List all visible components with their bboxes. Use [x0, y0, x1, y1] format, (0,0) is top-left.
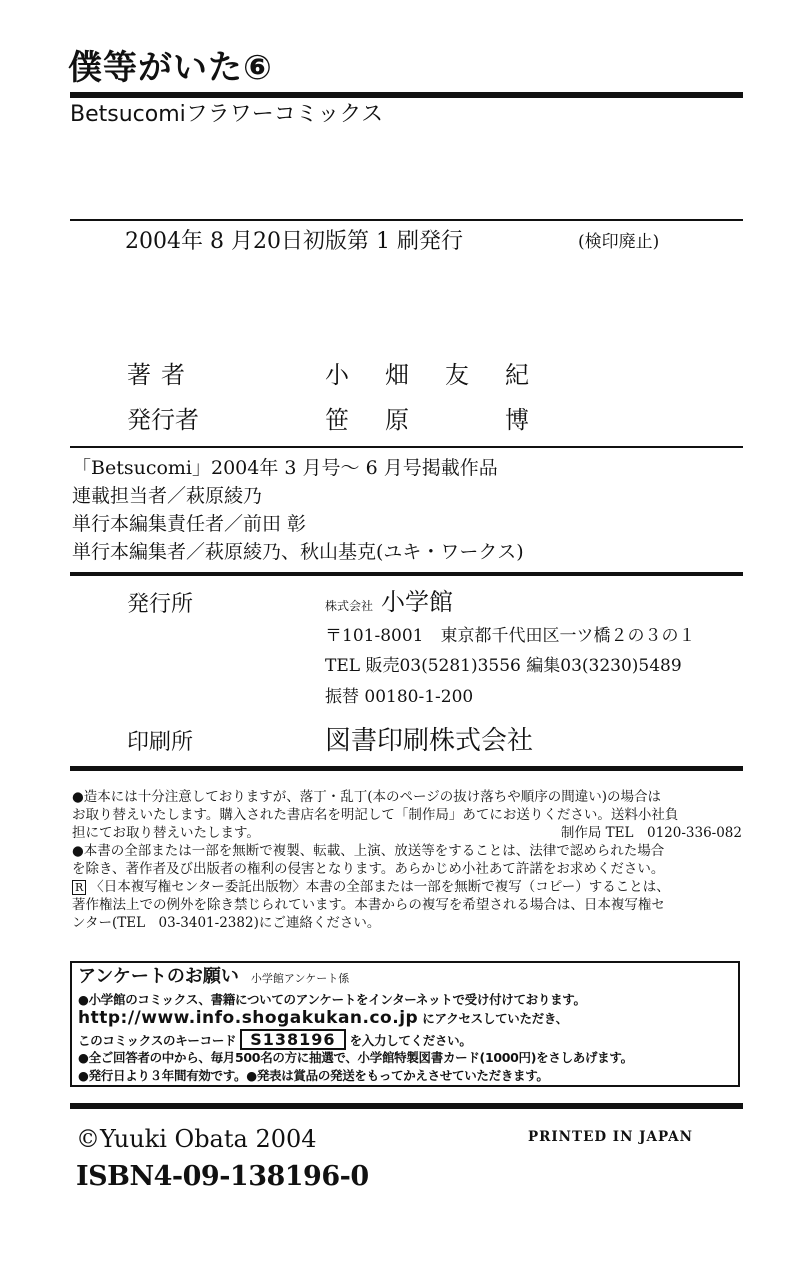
credits-rule	[70, 446, 743, 448]
printer-name: 図書印刷株式会社	[325, 726, 534, 756]
jrrc-r-icon: R	[72, 880, 86, 895]
printed-in: PRINTED IN JAPAN	[528, 1129, 693, 1145]
title-rule	[70, 92, 743, 98]
isbn: ISBN4-09-138196-0	[76, 1161, 369, 1192]
publication-date: 2004年 8 月20日初版第 1 刷発行	[125, 229, 463, 254]
publisher-label: 発行所	[127, 592, 194, 617]
key-suffix: を入力してください。	[349, 1033, 472, 1048]
survey-url-link[interactable]: http://www.info.shogakukan.co.jp	[78, 1008, 419, 1028]
notice-line-with-tel	[72, 824, 742, 842]
defect-notice	[72, 788, 742, 932]
notice-line: ●造本には十分注意しておりますが、落丁・乱丁(本のページの抜け落ちや順序の間違い)の場合は	[72, 789, 662, 805]
printer-rule	[70, 766, 743, 771]
notice-line: 担にてお取り替えいたします。	[72, 825, 260, 841]
survey-box	[70, 961, 740, 1087]
seal-note: (検印廃止)	[578, 232, 660, 252]
book-title: 僕等がいた⑥	[68, 48, 273, 88]
author-label: 著者	[127, 361, 195, 389]
survey-heading	[78, 965, 349, 991]
notice-line: 著作権法上での例外を除き禁じられています。本書からの複写を希望される場合は、日本複写権セ	[72, 897, 665, 913]
imprint-label: Betsucomiフラワーコミックス	[70, 102, 384, 127]
publisher-person-label: 発行者	[127, 406, 199, 434]
company-name: 小学館	[381, 588, 454, 616]
serialization-info: 「Betsucomi」2004年 3 月号～ 6 月号掲載作品	[72, 457, 498, 479]
notice-line: お取り替えいたします。購入された書店名を明記して「制作局」あてにお送りください。送料小社負	[72, 807, 679, 823]
chief-editor: 単行本編集責任者／前田 彰	[72, 513, 307, 535]
publisher-transfer: 振替 00180-1-200	[325, 687, 474, 707]
author-char: 畑	[385, 361, 409, 389]
copyright: ©Yuuki Obata 2004	[76, 1125, 317, 1153]
author-char: 友	[445, 361, 469, 389]
jrrc-line	[72, 878, 742, 896]
survey-dept: 小学館アンケート係	[250, 972, 350, 985]
notice-line: 〈日本複写権センター委託出版物〉本書の全部または一部を無断で複写（コピー）することは、	[90, 879, 670, 895]
author-name	[325, 359, 565, 391]
printer-label: 印刷所	[127, 730, 194, 755]
survey-url-suffix: にアクセスしていただき、	[418, 1011, 568, 1026]
survey-line-5: ●発行日より３年間有効です。●発表は賞品の発送をもってかえさせていただきます。	[78, 1068, 549, 1083]
survey-key-line	[78, 1029, 472, 1050]
survey-url-line	[78, 1009, 568, 1028]
info-rule	[70, 572, 743, 576]
volume-editors: 単行本編集者／萩原綾乃、秋山基克(ユキ・ワークス)	[72, 541, 524, 563]
publisher-company	[325, 588, 453, 620]
survey-title: アンケートのお願い	[78, 966, 239, 987]
author-char: 紀	[505, 361, 529, 389]
key-prefix: このコミックスのキーコード	[78, 1033, 237, 1048]
survey-line-1: ●小学館のコミックス、書籍についてのアンケートをインターネットで受け付けております。	[78, 992, 586, 1007]
notice-line: ンター(TEL 03-3401-2382)にご連絡ください。	[72, 915, 381, 931]
notice-line: を除き、著作者及び出版者の権利の侵害となります。あらかじめ小社あて許諾をお求めください。	[72, 861, 665, 877]
date-rule	[70, 219, 743, 221]
key-code-box: S138196	[240, 1029, 345, 1050]
publisher-person-name	[325, 404, 565, 436]
serial-editor: 連載担当者／萩原綾乃	[72, 485, 263, 507]
production-tel: 制作局 TEL 0120-336-082	[560, 825, 742, 841]
publisher-address: 〒101-8001 東京都千代田区一ツ橋２の３の１	[325, 626, 696, 646]
survey-line-4: ●全ご回答者の中から、毎月500名の方に抽選で、小学館特製図書カード(1000円)をさしあげます。	[78, 1050, 633, 1065]
author-char: 小	[325, 361, 349, 389]
notice-line: ●本書の全部または一部を無断で複製、転載、上演、放送等をすることは、法律で認められた場合	[72, 843, 665, 859]
company-prefix: 株式会社	[325, 599, 374, 613]
publisher-person-char: 博	[505, 406, 529, 434]
publisher-tel: TEL 販売03(5281)3556 編集03(3230)5489	[325, 656, 682, 676]
publisher-person-char: 笹	[325, 406, 349, 434]
publisher-person-char: 原	[385, 406, 409, 434]
footer-rule	[70, 1103, 743, 1109]
